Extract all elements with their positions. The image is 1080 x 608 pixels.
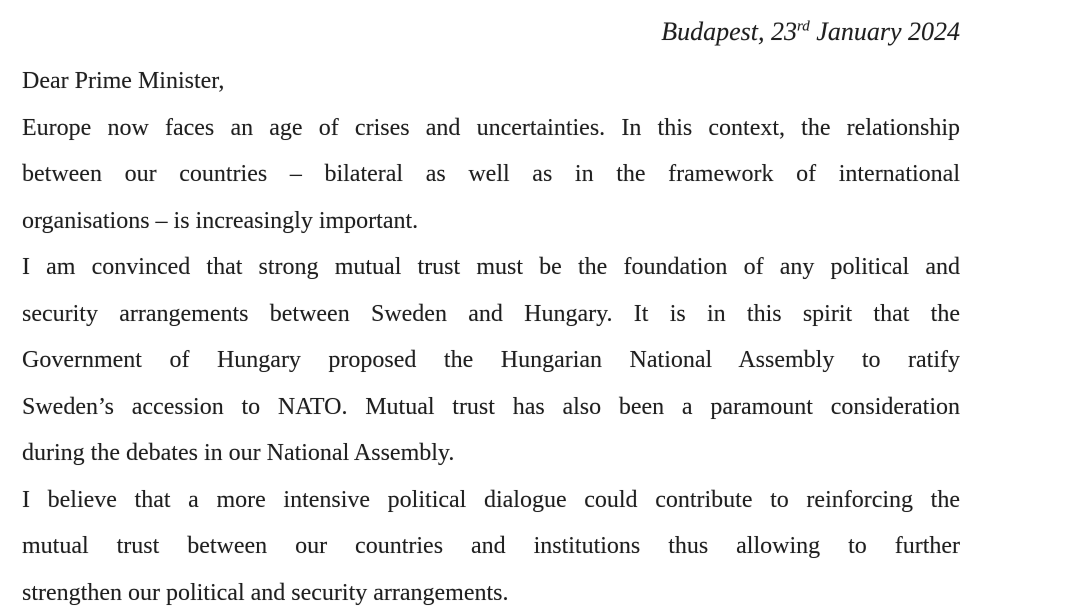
body-line: Sweden’s accession to NATO. Mutual trust has also been a paramount consideration bbox=[22, 393, 960, 420]
paragraph bbox=[22, 244, 960, 477]
paragraph bbox=[22, 105, 960, 245]
paragraph bbox=[22, 477, 960, 608]
body-line: organisations – is increasingly important. bbox=[22, 207, 419, 234]
body-line: during the debates in our National Assembly. bbox=[22, 440, 455, 466]
body-line: Europe now faces an age of crises and uncertainties. In this context, the relationship bbox=[22, 114, 960, 141]
dateline-city-day: Budapest, 23 bbox=[661, 17, 798, 46]
body-line: strengthen our political and security arrangements. bbox=[22, 579, 509, 606]
body-line: security arrangements between Sweden and Hungary. It is in this spirit that the bbox=[22, 300, 960, 327]
letter-body bbox=[22, 105, 960, 608]
dateline-ordinal: rd bbox=[797, 18, 810, 35]
body-line: I believe that a more intensive political dialogue could contribute to reinforcing the bbox=[22, 486, 960, 513]
dateline bbox=[22, 6, 960, 58]
body-line: between our countries – bilateral as well as in the framework of international bbox=[22, 161, 960, 187]
body-line: Government of Hungary proposed the Hungarian National Assembly to ratify bbox=[22, 347, 960, 373]
body-line: I am convinced that strong mutual trust must be the foundation of any political and bbox=[22, 254, 960, 280]
body-line: mutual trust between our countries and institutions thus allowing to further bbox=[22, 533, 960, 559]
salutation: Dear Prime Minister, bbox=[22, 68, 225, 94]
letter-content bbox=[22, 6, 960, 608]
dateline-month-year: January 2024 bbox=[809, 17, 960, 46]
